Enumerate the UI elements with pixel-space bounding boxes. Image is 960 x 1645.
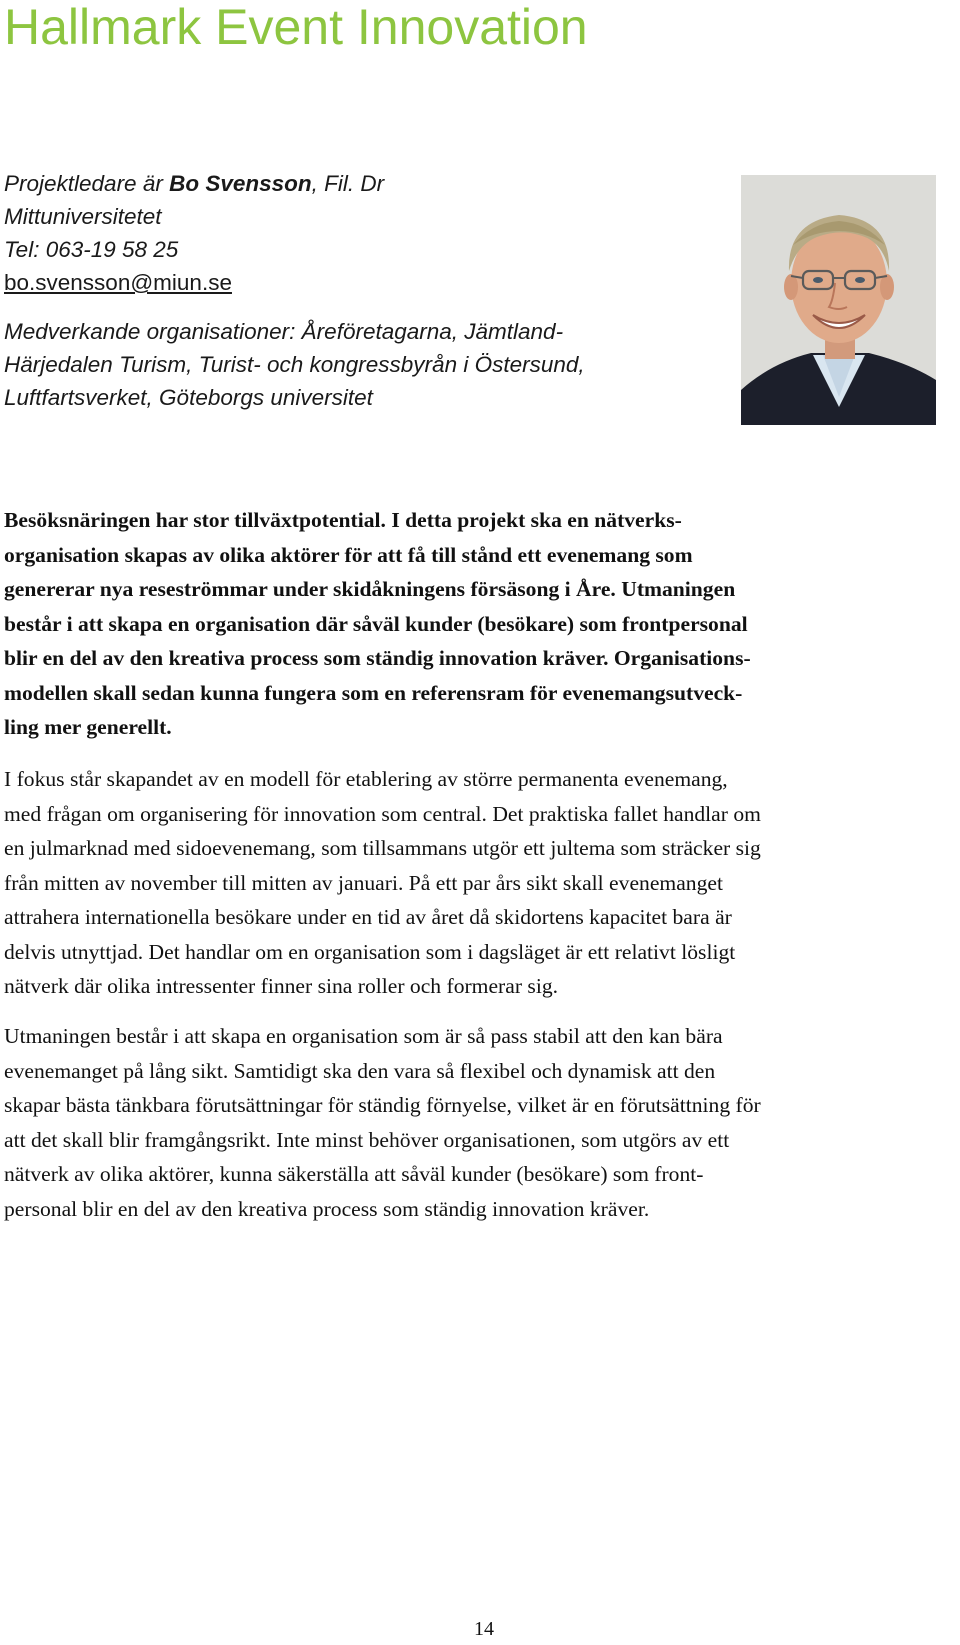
body-paragraph-focus: I fokus står skapandet av en modell för etablering av större permanenta evenemang, med frågan om organisering för innovation som central. Det praktiska fallet handlar om en julmarknad med sidoevenemang, som tillsammans utgör ett jultema som sträcker sig från mitten av november till mitten av januari. På ett par års sikt skall evenemanget attrahera internationella besökare under en tid av året då skidortens kapacitet bara är delvis utnyttjad. Det handlar om en organisation som i dagsläget är ett relativt lösligt nätverk där olika intressenter finner sina roller och formerar sig. (4, 767, 761, 998)
project-leader-name: Bo Svensson (169, 171, 312, 196)
organization-name: Mittuniversitetet (4, 204, 162, 229)
body-paragraph-challenge: Utmaningen består i att skapa en organisation som är så pass stabil att den kan bära evenemanget på lång sikt. Samtidigt ska den vara så flexibel och dynamisk att den skapar bästa tänkbara förutsättningar för ständig förnyelse, vilket är en förutsättning för att det skall blir framgångsrikt. Inte minst behöver organisationen, som utgörs av ett nätverk av olika aktörer, kunna säkerställa att såväl kunder (besökare) som front- personal blir en del av den kreativa process som ständig innovation kräver. (4, 1024, 761, 1221)
portrait-photo (741, 175, 936, 425)
email-link[interactable]: bo.svensson@miun.se (4, 270, 232, 295)
intro-paragraph: Besöksnäringen har stor tillväxtpotential. I detta projekt ska en nätverks- organisation skapas av olika aktörer för att få till stånd ett evenemang som genererar nya reseströmmar under skidåkningens försäsong i Åre. Utmaningen består i att skapa en organisation där såväl kunder (besökare) som frontpersonal blir en del av den kreativa process som ständig innovation kräver. Organisations- modellen skall sedan kunna fungera som en referensram för evenemangsutveck- ling mer generellt. (4, 508, 751, 739)
phone-number: Tel: 063-19 58 25 (4, 237, 179, 262)
project-leader-line: Projektledare är Bo Svensson, Fil. Dr (4, 171, 385, 196)
contact-block (4, 167, 704, 299)
page-title: Hallmark Event Innovation (4, 0, 588, 55)
page-number: 14 (474, 1618, 494, 1640)
participating-organizations: Medverkande organisationer: Åreföretagarna, Jämtland- Härjedalen Turism, Turist- och kongressbyrån i Östersund, Luftfartsverket, Göteborgs universitet (4, 319, 585, 410)
